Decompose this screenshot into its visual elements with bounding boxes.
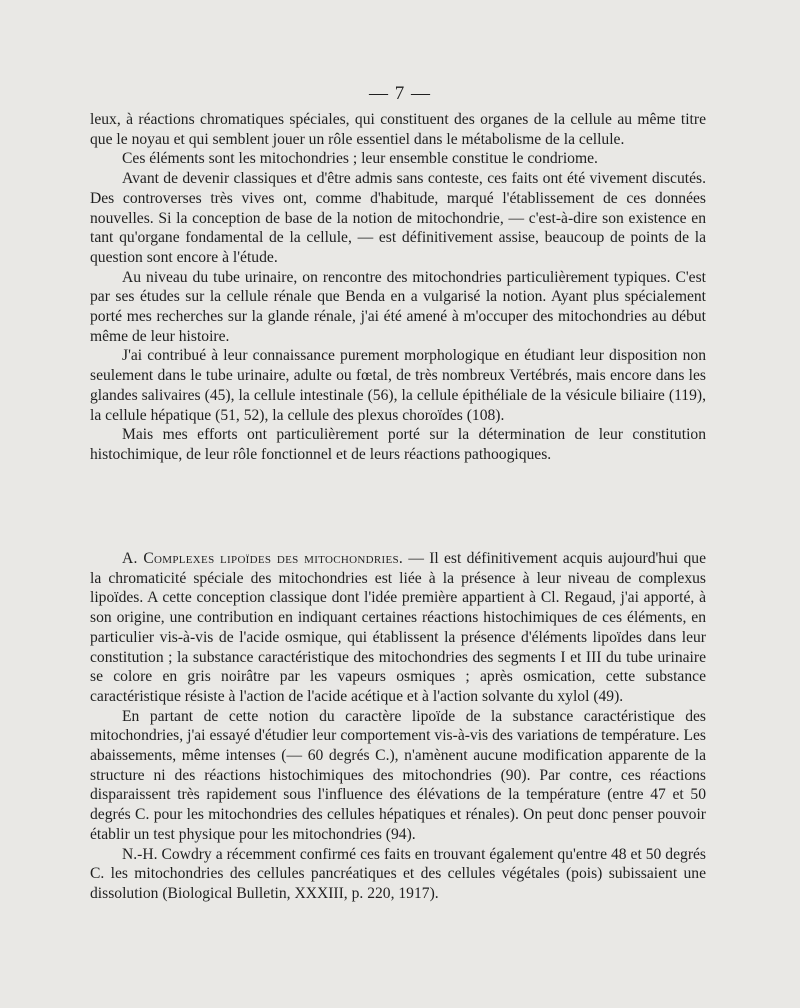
- paragraph: Avant de devenir classiques et d'être admis sans conteste, ces faits ont été vivement discutés. Des controverses très vives ont, comme d'habitude, marqué l'établissement de ces données nouvelles. Si la conception de base de la notion de mitochondrie, — c'est-à-dire son existence en tant qu'organe fondamental de la cellule, — est définitivement assise, beaucoup de points de la question sont encore à l'étude.: [90, 170, 706, 266]
- section-paragraph: [90, 549, 706, 707]
- paragraph: Mais mes efforts ont particulièrement porté sur la détermination de leur constitution histochimique, de leur rôle fonctionnel et de leurs réactions pathoogiques.: [90, 426, 706, 463]
- paragraph: Au niveau du tube urinaire, on rencontre des mitochondries particulièrement typiques. C'est par ses études sur la cellule rénale que Benda en a vulgarisé la notion. Ayant plus spécialement porté mes recherches sur la glande rénale, j'ai été amené à m'occuper des mitochondries au début même de leur histoire.: [90, 268, 706, 345]
- text-column-upper: [90, 110, 706, 465]
- page-number: — 7 —: [369, 83, 431, 104]
- paragraph: leux, à réactions chromatiques spéciales, qui constituent des organes de la cellule au même titre que le noyau et qui semblent jouer un rôle essentiel dans le métabolisme de la cellule.: [90, 111, 706, 148]
- section-heading: A. Complexes lipoïdes des mitochondries.: [122, 550, 404, 567]
- paragraph: En partant de cette notion du caractère lipoïde de la substance caractéristique des mitochondries, j'ai essayé d'étudier leur comportement vis-à-vis des variations de température. Les abaissements, même intenses (— 60 degrés C.), n'amènent aucune modification apparente de la structure ni des réactions histochimiques des mitochondries (90). Par contre, ces réactions disparaissent très rapidement sous l'influence des élévations de la température (entre 47 et 50 degrés C. pour les mitochondries des cellules hépatiques et rénales). On peut donc penser pouvoir établir un test physique pour les mitochondries (94).: [90, 707, 706, 843]
- paragraph: N.-H. Cowdry a récemment confirmé ces faits en trouvant également qu'entre 48 et 50 degrés C. les mitochondries des cellules pancréatiques et des cellules végétales (pois) subissaient une dissolution (Biological Bulletin, XXXIII, p. 220, 1917).: [90, 845, 706, 902]
- paragraph: Ces éléments sont les mitochondries ; leur ensemble constitue le condriome.: [122, 150, 598, 168]
- paragraph: J'ai contribué à leur connaissance purement morphologique en étudiant leur disposition non seulement dans le tube urinaire, adulte ou fœtal, de très nombreux Vertébrés, mais encore dans les glandes salivaires (45), la cellule intestinale (56), la cellule épithéliale de la vésicule biliaire (119), la cellule hépatique (51, 52), la cellule des plexus choroïdes (108).: [90, 347, 706, 424]
- section-text: — Il est définitivement acquis aujourd'hui que la chromaticité spéciale des mitochondries est liée à la présence à leur niveau de complexus lipoïdes. A cette conception classique dont l'idée première appartient à Cl. Regaud, j'ai apporté, à son origine, une contribution en indiquant certaines réactions histochimiques de ces éléments, en particulier vis-à-vis de l'acide osmique, qui établissent la présence d'éléments lipoïdes dans leur constitution ; la substance caractéristique des mitochondries des segments I et III du tube urinaire se colore en gris noirâtre par les vapeurs osmiques ; après osmication, cette substance caractéristique résiste à l'action de l'acide acétique et à l'action solvante du xylol (49).: [90, 550, 707, 705]
- text-column-lower: [90, 549, 706, 904]
